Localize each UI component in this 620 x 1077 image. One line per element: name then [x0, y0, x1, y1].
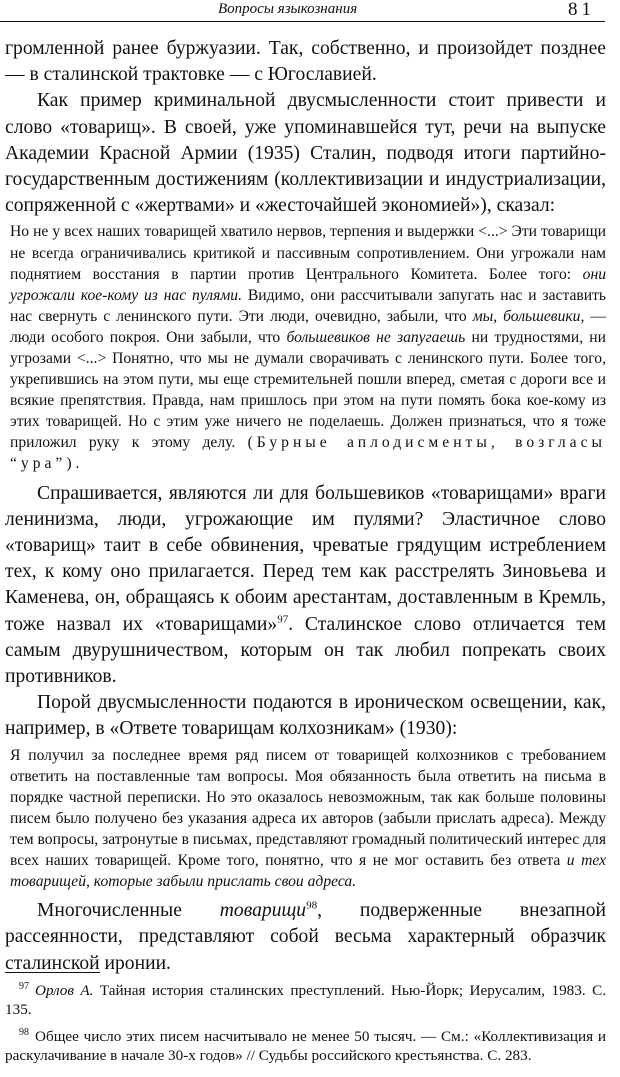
header-rule [0, 21, 605, 22]
paragraph-5: Многочисленные товарищи$^{98}$, подверженные внезапной рассеянности, представляют собой весьма характерный образчик сталинской иронии. [5, 899, 606, 974]
footnote-97: $^{97}$ Орлов А. Тайная история сталинских преступлений. Нью-Йорк; Иерусалим, 1983. С. 135. [5, 981, 606, 1018]
footnote-98: $^{98}$ Общее число этих писем насчитывало не менее 50 тысяч. — См.: «Коллективизация и раскулачивание в начале 30-х годов» // Судьбы российского крестьянства. С. 283. [5, 1026, 606, 1064]
paragraph-1: громленной ранее буржуазии. Так, собственно, и произойдет позднее — в сталинской трактовке — с Югославией. [5, 38, 606, 86]
footnote-rule [5, 972, 100, 973]
paragraph-3: Спрашивается, являются ли для большевиков «товарищами» враги ленинизма, люди, угрожающие им пулями? Эластичное слово «товарищ» таит в себе обвинения, чреватые грядущим истреблением тех, к кому оно прилагается. Перед тем как расстрелять Зиновьева и Каменева, он, обращаясь к обоим арестантам, доставленным в Кремль, тоже назвал их «товарищами»$^{97}$. Сталинское слово отличается тем самым двурушничеством, которым он так любил попрекать своих противников. [5, 482, 607, 687]
footnote-ref-98[interactable]: 98 [306, 899, 318, 912]
paragraph-4: Порой двусмысленности подаются в ироническом освещении, как, например, в «Ответе товарищам колхозникам» (1930): [5, 692, 606, 740]
paragraph-2: Как пример криминальной двусмысленности стоит привести и слово «товарищ». В своей, уже упоминавшейся тут, речи на выпуске Академии Красной Армии (1935) Сталин, подводя итоги партийно-государственным достижениям (коллективизации и индустриализации, сопряженной с «жертвами» и «жесточайшей экономией»), сказал: [5, 90, 606, 217]
block-quote-2: Я получил за последнее время ряд писем от товарищей колхозников с требованием ответить на поставленные там вопросы. Моя обязанность была ответить на письма в порядке частной переписки. Но это оказалось невозможным, так как больше половины писем было получено без указания адреса их авторов (забыли прислать адреса). Между тем вопросы, затронутые в письмах, представляют громадный политический интерес для всех наших товарищей. Кроме того, понятно, что я не мог оставить без ответа и тех товарищей, которые забыли прислать свои адреса. [10, 746, 607, 891]
block-quote-1: Но не у всех наших товарищей хватило нервов, терпения и выдержки <...> Эти товарищи не всегда ограничивались критикой и пассивным сопротивлением. Они угрожали нам поднятием восстания в партии против Центрального Комитета. Более того: они угрожали кое-кому из нас пулями. Видимо, они рассчитывали запугать нас и заставить нас свернуть с ленинского пути. Эти люди, очевидно, забыли, что мы, большевики, — люди особого покроя. Они забыли, что большевиков не запугаешь ни трудностями, ни угрозами <...> Понятно, что мы не думали сворачивать с ленинского пути. Более того, укрепившись на этом пути, мы еще стремительней пошли вперед, сметая с дороги все и всякие препятствия. Правда, нам пришлось при этом на пути помять бока кое-кому из этих товарищей. Но с этим уже ничего не поделаешь. Должен признаться, что я тоже приложил руку к этому делу. (Бурные аплодисменты, возгласы “ура”). [10, 223, 607, 473]
main-text [5, 36, 606, 977]
page-number: 81 [568, 0, 595, 20]
footnotes [5, 978, 606, 1069]
page-header [0, 0, 620, 22]
running-head: Вопросы языкознания [218, 1, 358, 17]
footnote-ref-97[interactable]: 97 [277, 613, 289, 626]
